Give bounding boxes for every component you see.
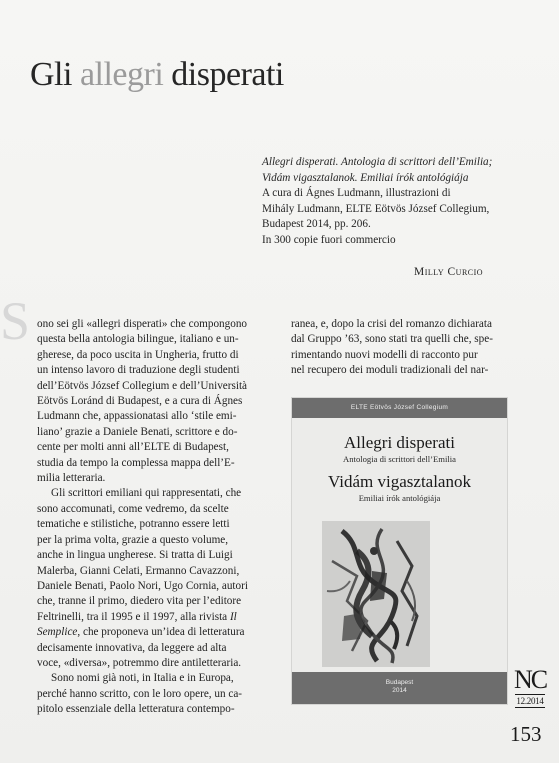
left-line: voce, «diversa», potremmo dire antiletteraria. [37, 656, 242, 669]
book-subtitle-italian: Antologia di scrittori dell’Emilia [343, 454, 456, 464]
left-line: liano’ grazie a Daniele Benati, scrittore e do- [37, 425, 238, 438]
right-line: dal Gruppo ’63, sono stati tra quelli che, spe- [291, 333, 493, 346]
book-year: 2014 [392, 687, 407, 694]
biblio-line-1: Allegri disperati. Antologia di scrittori dell’Emilia; [262, 156, 493, 168]
abstract-illustration-icon [322, 521, 430, 667]
left-line: sono accomunati, come vedremo, da scelte [37, 502, 229, 515]
left-line: dell’Eötvös József Collegium e dell’Università [37, 379, 248, 392]
right-line: rimentando nuovi modelli di racconto pur [291, 348, 478, 361]
bibliographic-reference [262, 155, 532, 248]
left-line: Eötvös Loránd di Budapest, e a cura di Ágnes [37, 395, 243, 408]
left-line-italic-tail: Il [229, 610, 237, 623]
journal-issue: 12.2014 [516, 696, 544, 706]
biblio-line-4: Mihály Ludmann, ELTE Eötvös József Collegium, [262, 202, 490, 215]
left-line: che, tranne il primo, diedero vita per l’editore [37, 595, 242, 608]
left-line: Malerba, Gianni Celati, Ermanno Cavazzoni, [37, 564, 240, 577]
left-line: studia da tempo la complessa mappa dell’E- [37, 456, 235, 469]
page-number: 153 [510, 722, 542, 746]
left-line: questa bella antologia bilingue, italiano e un- [37, 333, 239, 346]
biblio-line-2: Vidám vigasztalanok. Emiliai írók antológiája [262, 171, 469, 184]
left-text-column [37, 317, 277, 718]
book-subtitle-hungarian: Emiliai írók antológiája [358, 493, 441, 503]
left-line-text: Semplice, che proponeva un’idea di letteratura [37, 626, 245, 639]
left-line: per la prima volta, grazie a questo volume, [37, 533, 229, 546]
book-publisher-band: ELTE Eötvös József Collegium [292, 398, 507, 418]
right-line: nel recupero dei moduli tradizionali del nar- [291, 364, 489, 377]
left-line: Sono nomi già noti, in Italia e in Europa, [51, 672, 234, 685]
left-line: decisamente innovativa, da leggere ad alta [37, 641, 227, 654]
left-line-with-italic [37, 610, 277, 625]
cover-illustration [322, 521, 430, 667]
article-title [30, 58, 284, 92]
book-imprint-band [292, 672, 507, 704]
left-line: milia letteraria. [37, 472, 106, 485]
left-line-semplice [37, 625, 277, 640]
author-name-text: Milly Curcio [414, 266, 484, 278]
left-line: cente per molti anni all’ELTE di Budapest, [37, 441, 229, 454]
book-cover-image [291, 397, 508, 705]
right-line: ranea, e, dopo la crisi del romanzo dichiarata [291, 318, 492, 330]
book-title-hungarian: Vidám vigasztalanok [328, 472, 471, 491]
left-line: tematiche e stilistiche, potranno essere letti [37, 518, 230, 531]
left-line: Daniele Benati, Paolo Nori, Ugo Cornia, autori [37, 579, 248, 592]
biblio-line-5: Budapest 2014, pp. 206. [262, 218, 371, 230]
left-line: Gli scrittori emiliani qui rappresentati, che [51, 487, 242, 500]
left-line: ono sei gli «allegri disperati» che compongono [37, 318, 248, 330]
left-line: perché hanno scritto, con le loro opere, un ca- [37, 687, 243, 700]
left-line: anche in lingua ungherese. Si tratta di Luigi [37, 549, 233, 562]
biblio-line-3: A cura di Ágnes Ludmann, illustrazioni di [262, 187, 451, 199]
left-line: un intenso lavoro di traduzione degli studenti [37, 364, 240, 377]
biblio-line-6: In 300 copie fuori commercio [262, 233, 396, 246]
left-line: pitolo essenziale della letteratura contempo- [37, 703, 235, 716]
left-line: gherese, da poco uscita in Ungheria, frutto di [37, 348, 239, 361]
title-word-allegri: allegri [79, 56, 164, 93]
left-line: Ludmann che, appassionatasi allo ‘stile emi- [37, 410, 237, 423]
title-word-gli: Gli [30, 56, 72, 93]
drop-cap: S [0, 291, 31, 351]
book-title-italian: Allegri disperati [344, 433, 455, 452]
book-city: Budapest [385, 679, 414, 686]
left-line-text: Feltrinelli, tra il 1995 e il 1997, alla rivista [37, 610, 228, 623]
journal-initials: NC [513, 665, 547, 694]
title-word-disperati: disperati [171, 56, 284, 93]
journal-name-semplice: Semplice [37, 626, 78, 639]
right-text-column [291, 317, 531, 379]
author-name [414, 266, 483, 278]
journal-logo [512, 667, 548, 708]
